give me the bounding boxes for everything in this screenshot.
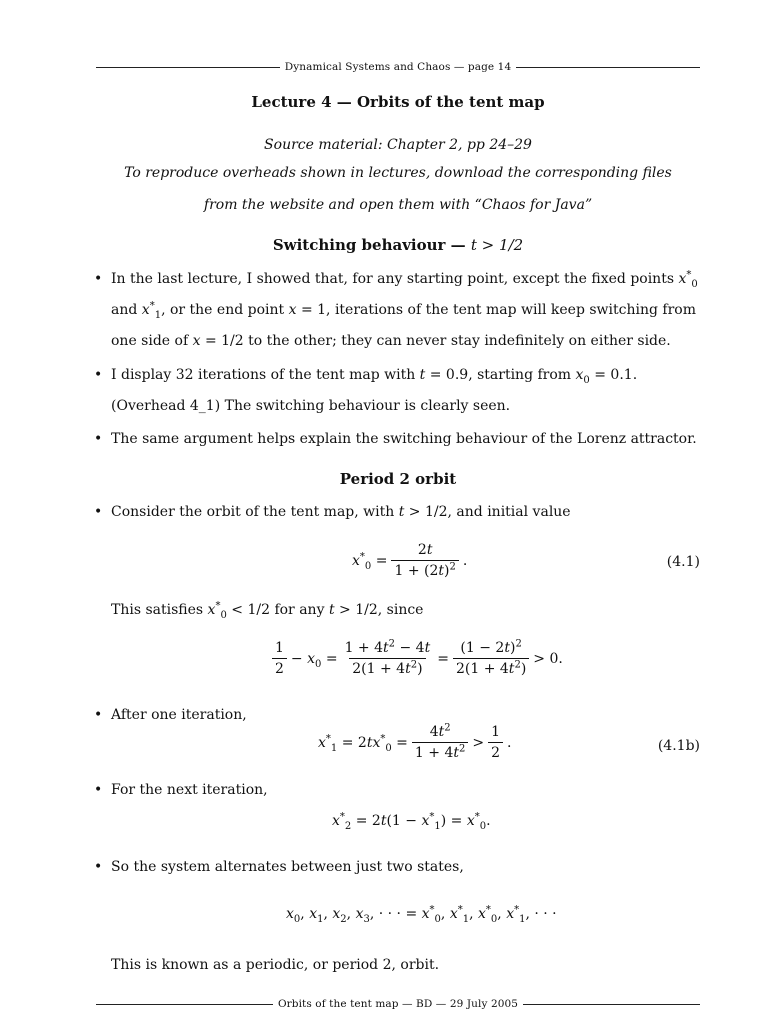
instructions-line-1: To reproduce overheads shown in lectures, download the corresponding files bbox=[124, 165, 672, 181]
equation-4-1: $x^*_0$ = $\frac{2t}{1 + (2t)^2}$ . bbox=[352, 542, 468, 579]
bullet-text: I display 32 iterations of the tent map with t = 0.9, starting from $x_0 = 0.1$. (Overhead 4_1) The switching behaviour is clearly seen. bbox=[111, 367, 638, 414]
bullet-dot: • bbox=[94, 431, 103, 447]
bullet-dot: • bbox=[94, 782, 103, 798]
bullet-text: After one iteration, bbox=[111, 707, 247, 723]
bullet-dot: • bbox=[94, 367, 103, 383]
section-heading-switching bbox=[96, 236, 700, 254]
section-heading-math: t > 1/2 bbox=[470, 236, 524, 254]
bullet-item-lorenz bbox=[94, 424, 702, 455]
bullet-item-consider bbox=[94, 497, 702, 528]
paragraph-satisfies: This satisfies $x^*_0 < 1/2$ for any t > 1/2, since bbox=[111, 600, 424, 621]
bullet-dot: • bbox=[94, 271, 103, 287]
footer-rule-left bbox=[96, 1004, 273, 1005]
equation-4-1b: $x^*_1 = 2tx^*_0$ = $\frac{4t^2}{1 + 4t^2}$ > $\frac{1}{2}$ . bbox=[318, 722, 512, 761]
bullet-text: In the last lecture, I showed that, for any starting point, except the fixed points $x^*_0$ and $x^*_1$, or the end point x = 1, iterations of the tent map will keep switching from one side of x = 1/2 to the other; they can never stay indefinitely on either side. bbox=[111, 269, 698, 349]
equation-sequence: $x_0$, $x_1$, $x_2$, $x_3$, · · · = $x^*_0$, $x^*_1$, $x^*_0$, $x^*_1$, · · · bbox=[286, 904, 557, 925]
footer-rule-right bbox=[523, 1004, 700, 1005]
page-footer bbox=[96, 998, 700, 1010]
equation-half-minus-x0: $\frac{1}{2}$ − $x_0$ = $\frac{1 + 4t^2 - 4t}{2(1 + 4t^2)}$ = $\frac{(1 - 2t)^2}{2(1 + 4t^2)}$ > 0. bbox=[268, 640, 563, 677]
source-material: Source material: Chapter 2, pp 24–29 bbox=[264, 137, 532, 153]
paragraph-period-2: This is known as a periodic, or period 2, orbit. bbox=[111, 957, 440, 973]
lecture-title: Lecture 4 — Orbits of the tent map bbox=[251, 93, 545, 111]
bullet-text: The same argument helps explain the switching behaviour of the Lorenz attractor. bbox=[111, 431, 697, 447]
header-rule-left bbox=[96, 67, 280, 68]
header-rule-right bbox=[516, 67, 700, 68]
bullet-text: So the system alternates between just two states, bbox=[111, 859, 464, 875]
equation-number-4-1: (4.1) bbox=[666, 554, 700, 570]
bullet-dot: • bbox=[94, 707, 103, 723]
page-header bbox=[96, 61, 700, 73]
section-heading-label: Switching behaviour — bbox=[272, 236, 471, 254]
bullet-item-switching bbox=[94, 264, 702, 357]
bullet-text: For the next iteration, bbox=[111, 782, 268, 798]
bullet-dot: • bbox=[94, 859, 103, 875]
footer-text: Orbits of the tent map — BD — 29 July 2005 bbox=[277, 998, 519, 1010]
equation-x2: $x^*_2 = 2t(1 - x^*_1) = x^*_0$. bbox=[332, 811, 491, 832]
equation-number-4-1b: (4.1b) bbox=[657, 738, 700, 754]
section-heading-period: Period 2 orbit bbox=[339, 470, 457, 488]
header-text: Dynamical Systems and Chaos — page 14 bbox=[284, 61, 512, 73]
bullet-text: Consider the orbit of the tent map, with t > 1/2, and initial value bbox=[111, 504, 571, 520]
instructions-line-2: from the website and open them with “Chaos for Java” bbox=[203, 197, 593, 213]
bullet-item-alternates bbox=[94, 852, 702, 883]
bullet-item-next-iteration bbox=[94, 775, 702, 806]
bullet-dot: • bbox=[94, 504, 103, 520]
bullet-item-iterations bbox=[94, 360, 702, 422]
